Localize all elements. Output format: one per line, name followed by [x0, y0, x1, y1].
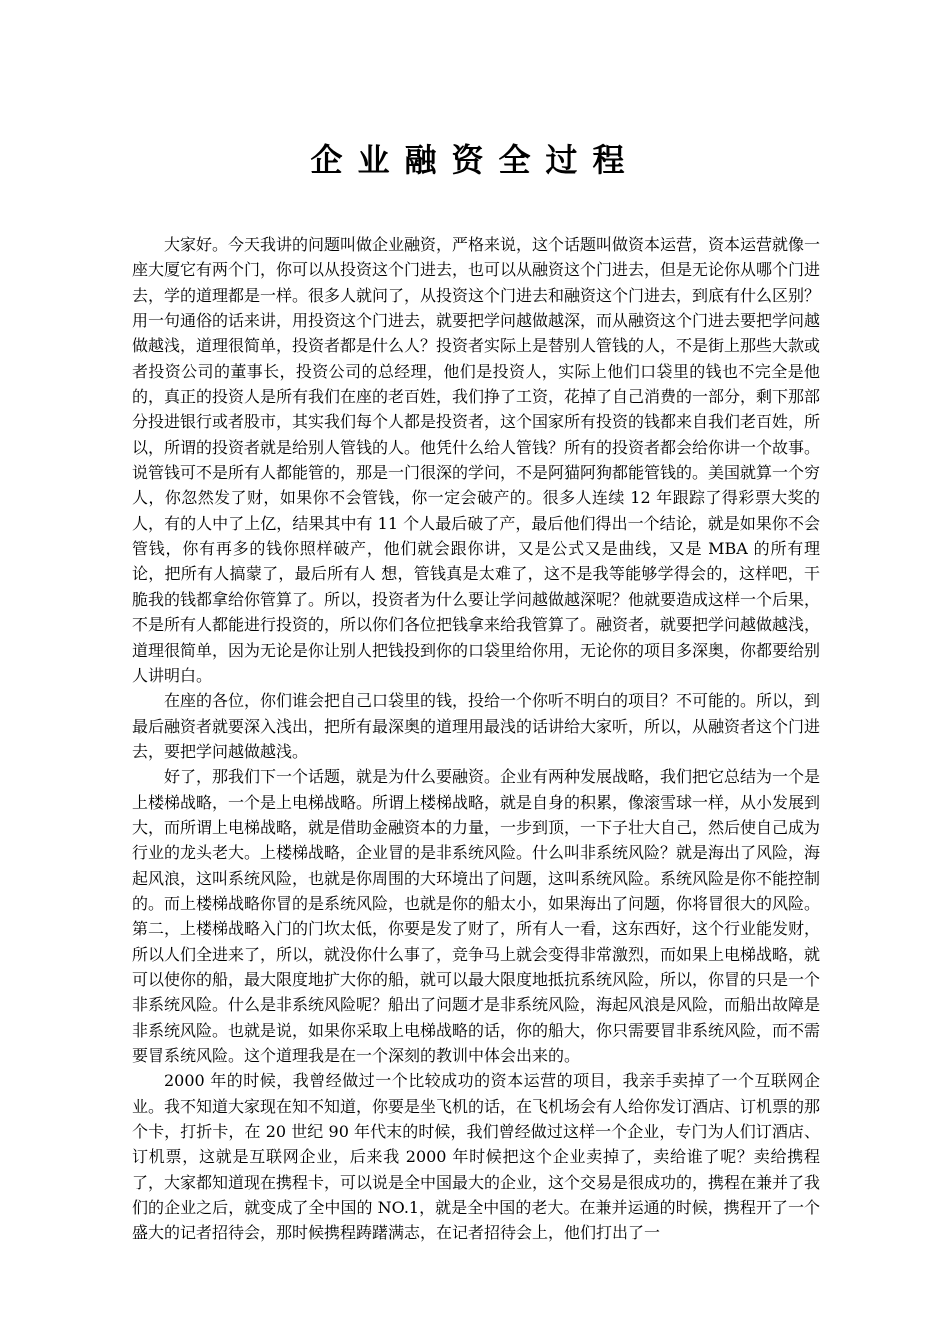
paragraph: 2000 年的时候，我曾经做过一个比较成功的资本运营的项目，我亲手卖掉了一个互联网企业。我不知道大家现在知不知道，你要是坐飞机的话，在飞机场会有人给你发订酒店、订机票的那个卡，打折卡，在 20 世纪 90 年代末的时候，我们曾经做过这样一个企业，专门为人们订酒店、订机票，这就是互联网企业，后来我 2000 年时候把这个企业卖掉了，卖给谁了呢？卖给携程了，大家都知道现在携程卡，可以说是全中国最大的企业，这个交易是很成功的，携程在兼并了我们的企业之后，就变成了全中国的 NO.1，就是全中国的老大。在兼并运通的时候，携程开了一个盛大的记者招待会，那时候携程踌躇满志，在记者招待会上，他们打出了一 — [132, 1071, 821, 1243]
paragraph: 大家好。今天我讲的问题叫做企业融资，严格来说，这个话题叫做资本运营，资本运营就像一座大厦它有两个门，你可以从投资这个门进去，也可以从融资这个门进去，但是无论你从哪个门进去，学的道理都是一样。很多人就问了，从投资这个门进去和融资这个门进去，到底有什么区别？用一句通俗的话来讲，用投资这个门进去，就要把学问越做越深，而从融资这个门进去要把学问越做越浅，道理很简单，投资者都是什么人？投资者实际上是替别人管钱的人，不是街上那些大款或者投资公司的董事长，投资公司的总经理，他们是投资人，实际上他们口袋里的钱也不完全是他的，真正的投资人是所有我们在座的老百姓，我们挣了工资，花掉了自己消费的一部分，剩下那部分投进银行或者股市，其实我们每个人都是投资者，这个国家所有投资的钱都来自我们老百姓，所以，所谓的投资者就是给别人管钱的人。他凭什么给人管钱？所有的投资者都会给你讲一个故事。说管钱可不是所有人都能管的，那是一门很深的学问，不是阿猫阿狗都能管钱的。美国就算一个穷人，你忽然发了财，如果你不会管钱，你一定会破产的。很多人连续 12 年跟踪了得彩票大奖的人，有的人中了上亿，结果其中有 11 个人最后破了产，最后他们得出一个结论，就是如果你不会管钱，你有再多的钱你照样破产，他们就会跟你讲，又是公式又是曲线，又是 MBA 的所有理论，把所有人搞蒙了，最后所有人 想，管钱真是太难了，这不是我等能够学得会的，这样吧，干脆我的钱都拿给你管算了。所以，投资者为什么要让学问越做越深呢？他就要造成这样一个后果，不是所有人都能进行投资的，所以你们各位把钱拿来给我管算了。融资者，就要把学问越做越浅，道理很简单，因为无论是你让别人把钱投到你的口袋里给你用，无论你的项目多深奥，你都要给别人讲明白。 — [132, 235, 821, 685]
paragraph: 在座的各位，你们谁会把自己口袋里的钱，投给一个你听不明白的项目？不可能的。所以，到最后融资者就要深入浅出，把所有最深奥的道理用最浅的话讲给大家听，所以，从融资者这个门进去，要把学问越做越浅。 — [132, 691, 821, 761]
paragraph: 好了，那我们下一个话题，就是为什么要融资。企业有两种发展战略，我们把它总结为一个是上楼梯战略，一个是上电梯战略。所谓上楼梯战略，就是自身的积累，像滚雪球一样，从小发展到大，而所谓上电梯战略，就是借助金融资本的力量，一步到顶，一下子壮大自己，然后使自己成为行业的龙头老大。上楼梯战略，企业冒的是非系统风险。什么叫非系统风险？就是海出了风险，海起风浪，这叫系统风险，也就是你周围的大环境出了问题，这叫系统风险。系统风险是你不能控制的。而上楼梯战略你冒的是系统风险，也就是你的船太小，如果海出了问题，你将冒很大的风险。第二，上楼梯战略入门的门坎太低，你要是发了财了，所有人一看，这东西好，这个行业能发财，所以人们全进来了，所以，就没你什么事了，竞争马上就会变得非常激烈，而如果上电梯战略，就可以使你的船，最大限度地扩大你的船，就可以最大限度地抵抗系统风险，所以，你冒的只是一个非系统风险。什么是非系统风险呢？船出了问题才是非系统风险，海起风浪是风险，而船出故障是非系统风险。也就是说，如果你采取上电梯战略的话，你的船大，你只需要冒非系统风险，而不需要冒系统风险。这个道理我是在一个深刻的教训中体会出来的。 — [132, 767, 821, 1065]
document-body — [132, 232, 820, 1246]
document-title: 企业融资全过程 — [310, 141, 640, 179]
